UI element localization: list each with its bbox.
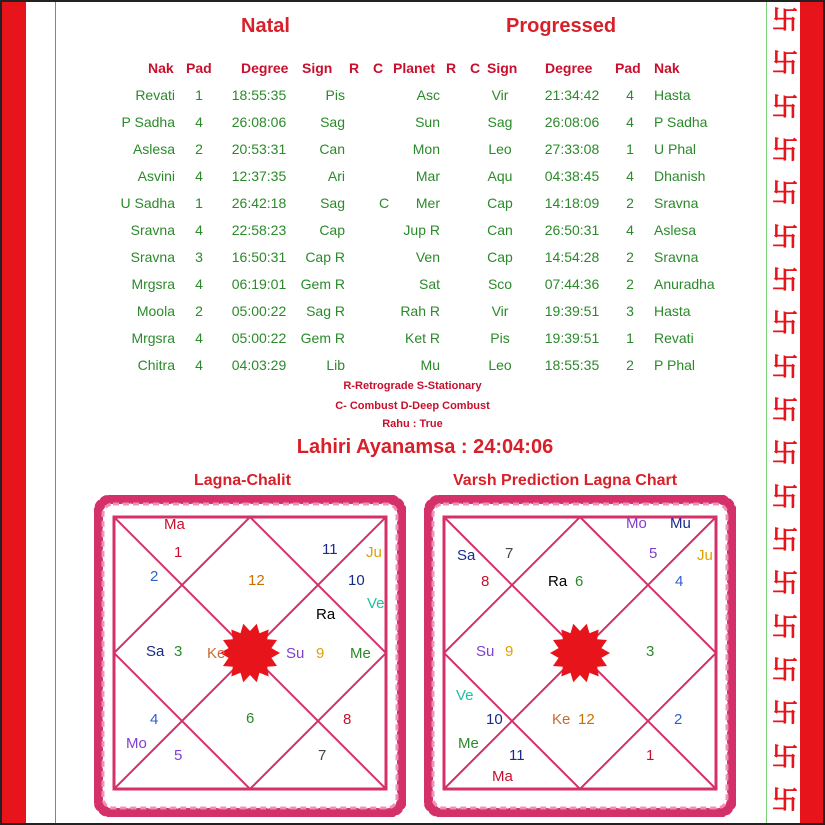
natal-title: Natal <box>241 15 290 37</box>
table-cell-nak: Sravna <box>130 249 175 265</box>
header-pad2: Pad <box>615 60 641 76</box>
table-cell-pnak: Revati <box>654 330 694 346</box>
table-cell-ppad: 4 <box>626 114 634 130</box>
table-cell-pad: 1 <box>195 195 203 211</box>
table-cell-sign: Sag <box>320 114 345 130</box>
table-cell-deg: 05:00:22 <box>231 303 287 319</box>
table-cell-sign: Pis <box>325 87 345 103</box>
table-cell-pad: 4 <box>195 276 203 292</box>
swastika-symbol: 卐 <box>771 656 798 686</box>
house-label: Ju <box>366 544 382 561</box>
swastika-symbol: 卐 <box>771 266 798 296</box>
table-cell-pnak: Anuradha <box>654 276 715 292</box>
swastika-symbol: 卐 <box>771 743 798 773</box>
house-label: 6 <box>246 710 255 727</box>
table-cell-deg: 26:08:06 <box>231 114 287 130</box>
house-label: 3 <box>646 643 655 660</box>
header-sign: Sign <box>302 60 333 76</box>
house-label: 2 <box>150 568 159 585</box>
house-label: 7 <box>505 545 514 562</box>
table-cell-pad: 4 <box>195 330 203 346</box>
table-cell-nak: Aslesa <box>132 141 175 157</box>
header-nak: Nak <box>148 60 174 76</box>
house-label: 3 <box>174 643 183 660</box>
table-cell-pad: 4 <box>195 357 203 373</box>
table-cell-sign: Ari <box>327 168 345 184</box>
table-cell-psign: Vir <box>491 303 509 319</box>
header-sign2: Sign <box>487 60 518 76</box>
table-cell-ppad: 4 <box>626 168 634 184</box>
progressed-title: Progressed <box>506 15 617 37</box>
table-cell-pad: 2 <box>195 303 203 319</box>
table-cell-deg: 04:03:29 <box>231 357 287 373</box>
table-cell-ppad: 1 <box>626 330 634 346</box>
table-cell-pdeg: 19:39:51 <box>544 303 600 319</box>
house-label: 11 <box>322 541 338 558</box>
swastika-symbol: 卐 <box>771 439 798 469</box>
swastika-symbol: 卐 <box>771 179 798 209</box>
table-cell-pnak: Sravna <box>654 195 699 211</box>
house-label: 8 <box>481 573 490 590</box>
table-cell-psign: Aqu <box>487 168 513 184</box>
swastika-symbol: 卐 <box>771 309 798 339</box>
house-label: Sa <box>457 547 476 564</box>
header-degree2: Degree <box>545 60 593 76</box>
house-label: 12 <box>578 711 595 728</box>
house-label: 5 <box>649 545 658 562</box>
table-cell-planet: Rah R <box>400 303 440 319</box>
table-cell-nak: U Sadha <box>120 195 175 211</box>
table-cell-nak: Sravna <box>130 222 175 238</box>
header-r: R <box>349 60 360 76</box>
table-cell-pad: 3 <box>195 249 203 265</box>
house-label: 1 <box>174 544 183 561</box>
table-cell-sign: Cap R <box>305 249 345 265</box>
table-cell-pnak: Dhanish <box>654 168 706 184</box>
table-cell-pdeg: 19:39:51 <box>544 330 600 346</box>
chart-svg <box>424 495 736 817</box>
right-red-border <box>800 2 823 823</box>
table-cell-pdeg: 04:38:45 <box>544 168 600 184</box>
table-cell-ppad: 4 <box>626 222 634 238</box>
house-label: Ke <box>207 645 226 662</box>
table-cell-deg: 20:53:31 <box>231 141 287 157</box>
swastika-symbol: 卐 <box>771 223 798 253</box>
varsh-prediction-chart <box>424 495 736 817</box>
table-cell-nak: Moola <box>136 303 175 319</box>
table-cell-pdeg: 07:44:36 <box>544 276 600 292</box>
house-label: 12 <box>248 572 265 589</box>
table-cell-pad: 1 <box>195 87 203 103</box>
table-cell-planet: Ven <box>415 249 440 265</box>
house-label: Ve <box>367 595 385 612</box>
house-label: Ma <box>492 768 513 785</box>
house-label: 1 <box>646 747 655 764</box>
house-label: 9 <box>505 643 514 660</box>
swastika-symbol: 卐 <box>771 699 798 729</box>
table-cell-ppad: 2 <box>626 249 634 265</box>
legend-line-1: R-Retrograde S-Stationary <box>343 380 482 392</box>
house-label: 4 <box>675 573 684 590</box>
table-cell-deg: 22:58:23 <box>231 222 287 238</box>
swastika-symbol: 卐 <box>771 569 798 599</box>
table-cell-pnak: P Sadha <box>654 114 708 130</box>
table-cell-ppad: 2 <box>626 276 634 292</box>
table-cell-sign: Cap <box>319 222 345 238</box>
table-cell-planet: Asc <box>416 87 440 103</box>
house-label: Ke <box>552 711 571 728</box>
table-cell-deg: 16:50:31 <box>231 249 287 265</box>
swastika-symbol: 卐 <box>771 526 798 556</box>
varsh-chart-title: Varsh Prediction Lagna Chart <box>453 472 678 489</box>
table-cell-psign: Cap <box>487 195 513 211</box>
house-label: Mo <box>126 735 147 752</box>
table-cell-psign: Sag <box>487 114 513 130</box>
lagna-chalit-title: Lagna-Chalit <box>194 472 291 489</box>
house-label: Me <box>350 645 371 662</box>
header-r2: R <box>446 60 457 76</box>
table-cell-pad: 4 <box>195 222 203 238</box>
house-label: Me <box>458 735 479 752</box>
house-label: 4 <box>150 711 159 728</box>
header-planet: Planet <box>393 60 436 76</box>
swastika-symbol: 卐 <box>771 353 798 383</box>
right-divider-line <box>766 2 767 823</box>
table-cell-pnak: P Phal <box>654 357 695 373</box>
table-cell-sign: Sag R <box>306 303 345 319</box>
table-cell-deg: 12:37:35 <box>231 168 287 184</box>
table-cell-nak: Mrgsra <box>131 330 175 346</box>
table-cell-pnak: U Phal <box>654 141 697 157</box>
table-cell-pdeg: 27:33:08 <box>544 141 600 157</box>
house-label: 5 <box>174 747 183 764</box>
table-cell-nak: Mrgsra <box>131 276 175 292</box>
house-label: Ra <box>548 573 568 590</box>
swastika-symbol: 卐 <box>771 136 798 166</box>
house-label: 9 <box>316 645 325 662</box>
house-label: 10 <box>348 572 365 589</box>
house-label: Mu <box>670 515 691 532</box>
table-cell-ppad: 3 <box>626 303 634 319</box>
house-label: Sa <box>146 643 165 660</box>
table-cell-nak: Revati <box>135 87 175 103</box>
header-c: C <box>373 60 384 76</box>
table-cell-nak: Chitra <box>137 357 175 373</box>
legend-line-2: C- Combust D-Deep Combust <box>335 400 490 412</box>
table-cell-nak: Asvini <box>137 168 175 184</box>
table-cell-sign: Gem R <box>300 330 345 346</box>
table-cell-psign: Can <box>487 222 513 238</box>
table-cell-sign: Lib <box>326 357 345 373</box>
table-cell-psign: Leo <box>488 357 512 373</box>
table-cell-psign: Vir <box>491 87 509 103</box>
table-cell-pdeg: 18:55:35 <box>544 357 600 373</box>
table-cell-pnak: Hasta <box>654 87 691 103</box>
swastika-symbol: 卐 <box>771 6 798 36</box>
legend-line-3: Rahu : True <box>382 418 443 430</box>
table-cell-planet: Ket R <box>404 330 440 346</box>
table-cell-pnak: Aslesa <box>654 222 697 238</box>
table-cell-sign: Sag <box>320 195 345 211</box>
table-cell-pad: 4 <box>195 114 203 130</box>
house-label: 10 <box>486 711 503 728</box>
house-label: 8 <box>343 711 352 728</box>
table-cell-pdeg: 14:54:28 <box>544 249 600 265</box>
header-c2: C <box>470 60 481 76</box>
table-cell-psign: Cap <box>487 249 513 265</box>
house-label: 6 <box>575 573 584 590</box>
house-label: Mo <box>626 515 647 532</box>
house-label: 2 <box>674 711 683 728</box>
table-cell-psign: Sco <box>487 276 513 292</box>
left-red-border <box>2 2 26 823</box>
swastika-symbol: 卐 <box>771 483 798 513</box>
swastika-symbol: 卐 <box>771 613 798 643</box>
swastika-symbol: 卐 <box>771 786 798 816</box>
table-cell-psign: Leo <box>488 141 512 157</box>
table-cell-psign: Pis <box>490 330 510 346</box>
swastika-symbol: 卐 <box>771 49 798 79</box>
header-pad: Pad <box>186 60 212 76</box>
house-label: Su <box>286 645 305 662</box>
table-cell-pnak: Hasta <box>654 303 691 319</box>
header-degree: Degree <box>241 60 289 76</box>
house-label: 11 <box>509 747 525 764</box>
table-cell-planet: Mer <box>415 195 440 211</box>
table-cell-pdeg: 14:18:09 <box>544 195 600 211</box>
table-cell-sign: Can <box>319 141 345 157</box>
house-label: Ve <box>456 687 474 704</box>
house-label: Ju <box>697 547 713 564</box>
table-cell-planet: Mu <box>420 357 440 373</box>
table-cell-planet: Jup R <box>403 222 440 238</box>
table-cell-pdeg: 21:34:42 <box>544 87 600 103</box>
left-divider-line <box>55 2 56 823</box>
table-cell-sign: Gem R <box>300 276 345 292</box>
table-cell-pdeg: 26:50:31 <box>544 222 600 238</box>
table-cell-deg: 18:55:35 <box>231 87 287 103</box>
table-cell-pnak: Sravna <box>654 249 699 265</box>
table-cell-deg: 26:42:18 <box>231 195 287 211</box>
table-cell-planet: Sun <box>415 114 440 130</box>
table-cell-ppad: 4 <box>626 87 634 103</box>
table-cell-nak: P Sadha <box>121 114 175 130</box>
house-label: Ra <box>316 606 336 623</box>
table-cell-pad: 2 <box>195 141 203 157</box>
swastika-symbol: 卐 <box>771 93 798 123</box>
table-cell-pdeg: 26:08:06 <box>544 114 600 130</box>
table-cell-planet: Sat <box>418 276 440 292</box>
swastika-symbol: 卐 <box>771 396 798 426</box>
table-cell-ppad: 2 <box>626 357 634 373</box>
table-cell-deg: 05:00:22 <box>231 330 287 346</box>
table-cell-deg: 06:19:01 <box>231 276 287 292</box>
table-cell-pad: 4 <box>195 168 203 184</box>
table-cell-c: C <box>378 195 390 211</box>
table-cell-ppad: 1 <box>626 141 634 157</box>
house-label: Su <box>476 643 495 660</box>
house-label: 7 <box>318 747 327 764</box>
ayanamsa-heading: Lahiri Ayanamsa : 24:04:06 <box>296 436 554 458</box>
table-cell-ppad: 2 <box>626 195 634 211</box>
table-cell-planet: Mar <box>415 168 440 184</box>
header-nak2: Nak <box>654 60 680 76</box>
house-label: Ma <box>164 516 185 533</box>
table-cell-planet: Mon <box>412 141 440 157</box>
lagna-chalit-chart <box>94 495 406 817</box>
